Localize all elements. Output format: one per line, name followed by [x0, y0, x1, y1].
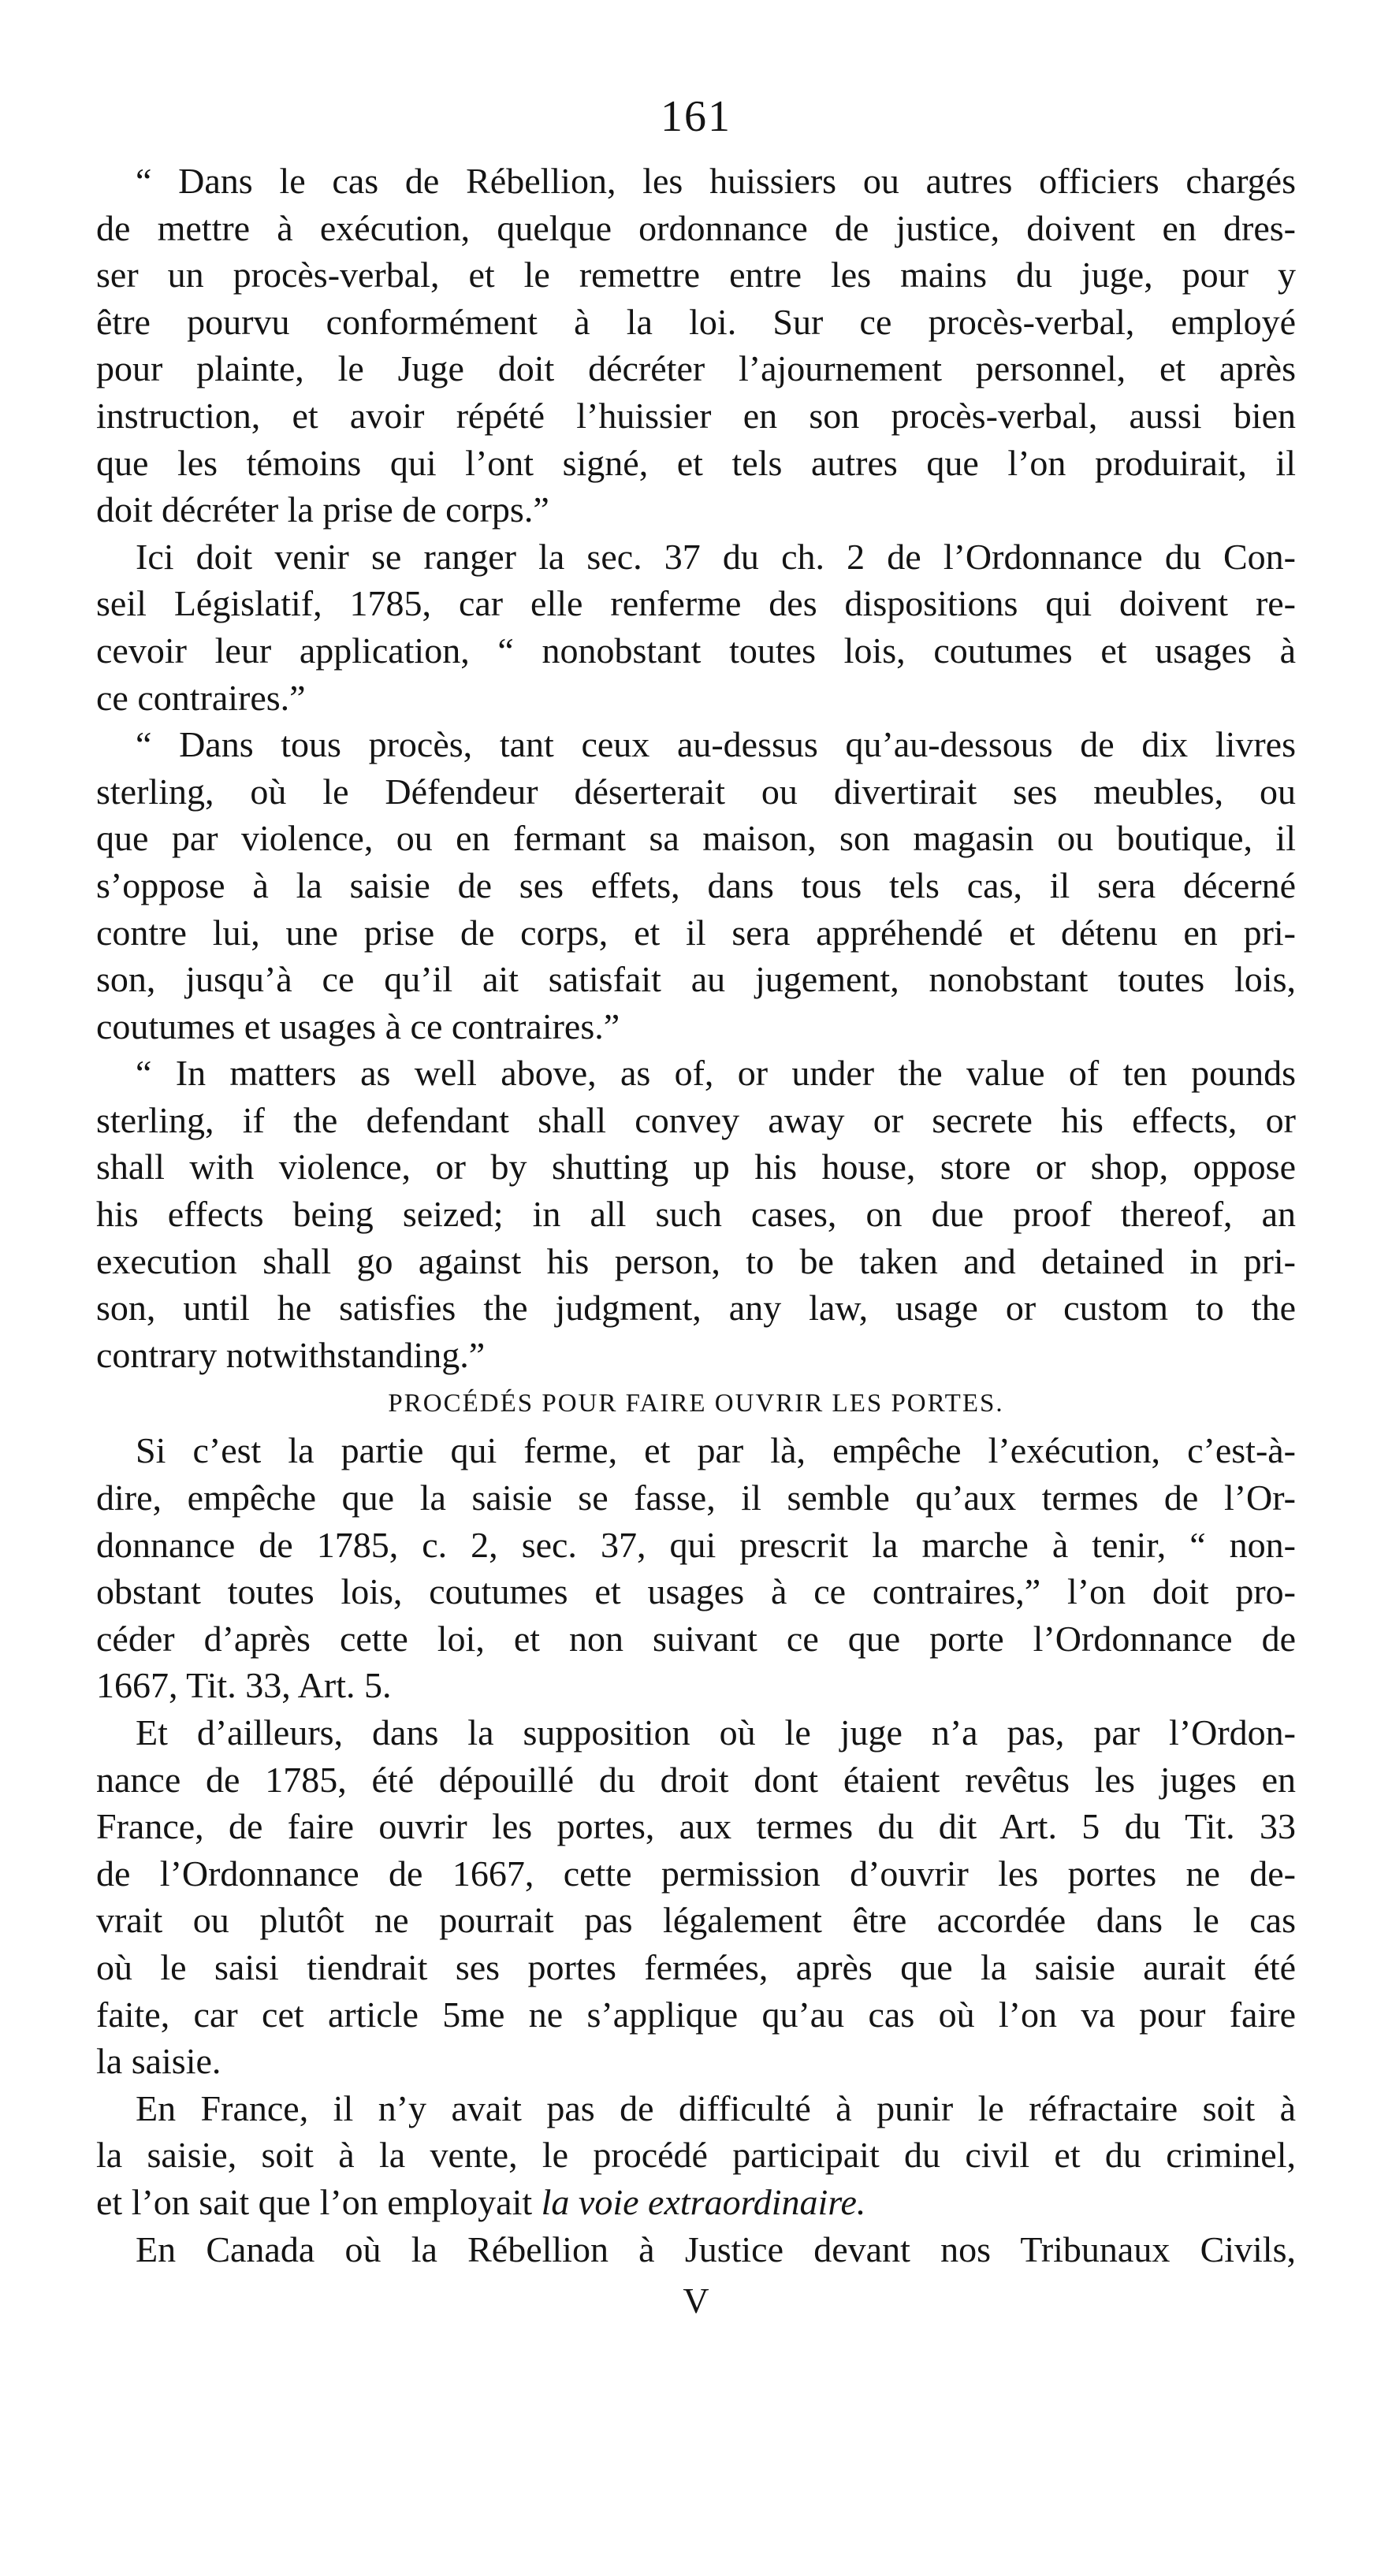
text-line: coutumes et usages à ce contraires.” [96, 1005, 620, 1046]
text-line: “ Dans tous procès, tant ceux au-dessus qu’au-dessous de dix livres [136, 724, 1296, 765]
text-line: cevoir leur application, “ nonobstant toutes lois, coutumes et usages à [96, 630, 1296, 671]
text-line: où le saisi tiendrait ses portes fermées, après que la saisie aurait été [96, 1946, 1296, 1987]
paragraph-2 [96, 533, 1296, 721]
text-line: Et d’ailleurs, dans la supposition où le juge n’a pas, par l’Ordon- [136, 1712, 1296, 1753]
text-line: céder d’après cette loi, et non suivant ce que porte l’Ordonnance de [96, 1618, 1296, 1659]
paragraph-3 [96, 721, 1296, 1050]
paragraph-4 [96, 1050, 1296, 1378]
body-text [96, 158, 1296, 2325]
text-line: sterling, où le Défendeur déserterait ou divertirait ses meubles, ou [96, 771, 1296, 812]
paragraph-7 [96, 2085, 1296, 2273]
text-line: ce contraires.” [96, 677, 306, 718]
text-line: Si c’est la partie qui ferme, et par là, empêche l’exécution, c’est-à- [136, 1430, 1296, 1471]
text-line: Ici doit venir se ranger la sec. 37 du ch. 2 de l’Ordonnance du Con- [136, 536, 1296, 577]
text-line: que les témoins qui l’ont signé, et tels autres que l’on produirait, il [96, 442, 1296, 483]
signature-mark: V [683, 2280, 709, 2321]
text-line: instruction, et avoir répété l’huissier en son procès-verbal, aussi bien [96, 395, 1296, 436]
text-line: vrait ou plutôt ne pourrait pas légalement être accordée dans le cas [96, 1900, 1296, 1941]
text-line: his effects being seized; in all such cases, on due proof thereof, an [96, 1194, 1296, 1235]
text-line: de mettre à exécution, quelque ordonnance de justice, doivent en dres- [96, 207, 1296, 248]
page-number: 161 [661, 92, 731, 141]
italic-phrase: la voie extraordinaire. [541, 2181, 866, 2222]
text-line: son, until he satisfies the judgment, any law, usage or custom to the [96, 1288, 1296, 1329]
paragraph-5 [96, 1427, 1296, 1709]
text-line: execution shall go against his person, to be taken and detained in pri- [96, 1240, 1296, 1281]
text-line: son, jusqu’à ce qu’il ait satisfait au jugement, nonobstant toutes lois, [96, 959, 1296, 1000]
text-line: donnance de 1785, c. 2, sec. 37, qui prescrit la marche à tenir, “ non- [96, 1524, 1296, 1565]
text-line: shall with violence, or by shutting up his house, store or shop, oppose [96, 1147, 1296, 1188]
text-line: “ In matters as well above, as of, or under the value of ten pounds [136, 1053, 1296, 1094]
text-line: que par violence, ou en fermant sa maison, son magasin ou boutique, il [96, 818, 1296, 859]
text-line: “ Dans le cas de Rébellion, les huissiers ou autres officiers chargés [136, 161, 1296, 201]
text-line: doit décréter la prise de corps.” [96, 489, 549, 530]
text-line: nance de 1785, été dépouillé du droit dont étaient revêtus les juges en [96, 1759, 1296, 1800]
text-line: la saisie. [96, 2041, 221, 2082]
text-line: ser un procès-verbal, et le remettre entre les mains du juge, pour y [96, 255, 1296, 296]
paragraph-6 [96, 1709, 1296, 2085]
text-line: contrary notwithstanding.” [96, 1334, 486, 1375]
section-heading: PROCÉDÉS POUR FAIRE OUVRIR LES PORTES. [388, 1389, 1004, 1418]
text-line: la saisie, soit à la vente, le procédé participait du civil et du criminel, [96, 2135, 1296, 2176]
text-line: s’oppose à la saisie de ses effets, dans tous tels cas, il sera décerné [96, 864, 1296, 905]
paragraph-1 [96, 158, 1296, 533]
text-line: être pourvu conformément à la loi. Sur ce procès-verbal, employé [96, 301, 1296, 342]
text-segment: et l’on sait que l’on employait [96, 2181, 542, 2222]
text-line: pour plainte, le Juge doit décréter l’ajournement personnel, et après [96, 348, 1296, 389]
text-line: En France, il n’y avait pas de difficulté à punir le réfractaire soit à [136, 2087, 1296, 2128]
text-line-with-italic [96, 2179, 1296, 2226]
text-line: En Canada où la Rébellion à Justice devant nos Tribunaux Civils, [136, 2228, 1296, 2269]
text-line: faite, car cet article 5me ne s’applique qu’au cas où l’on va pour faire [96, 1994, 1296, 2035]
text-line: dire, empêche que la saisie se fasse, il semble qu’aux termes de l’Or- [96, 1478, 1296, 1518]
text-line: obstant toutes lois, coutumes et usages à ce contraires,” l’on doit pro- [96, 1571, 1296, 1612]
text-line: sterling, if the defendant shall convey away or secrete his effects, or [96, 1099, 1296, 1140]
text-line: France, de faire ouvrir les portes, aux termes du dit Art. 5 du Tit. 33 [96, 1806, 1296, 1847]
text-line: de l’Ordonnance de 1667, cette permission d’ouvrir les portes ne de- [96, 1853, 1296, 1894]
text-line: contre lui, une prise de corps, et il sera appréhendé et détenu en pri- [96, 912, 1296, 953]
text-line: 1667, Tit. 33, Art. 5. [96, 1665, 392, 1706]
text-line: seil Législatif, 1785, car elle renferme des dispositions qui doivent re- [96, 583, 1296, 624]
document-page [96, 93, 1296, 2325]
